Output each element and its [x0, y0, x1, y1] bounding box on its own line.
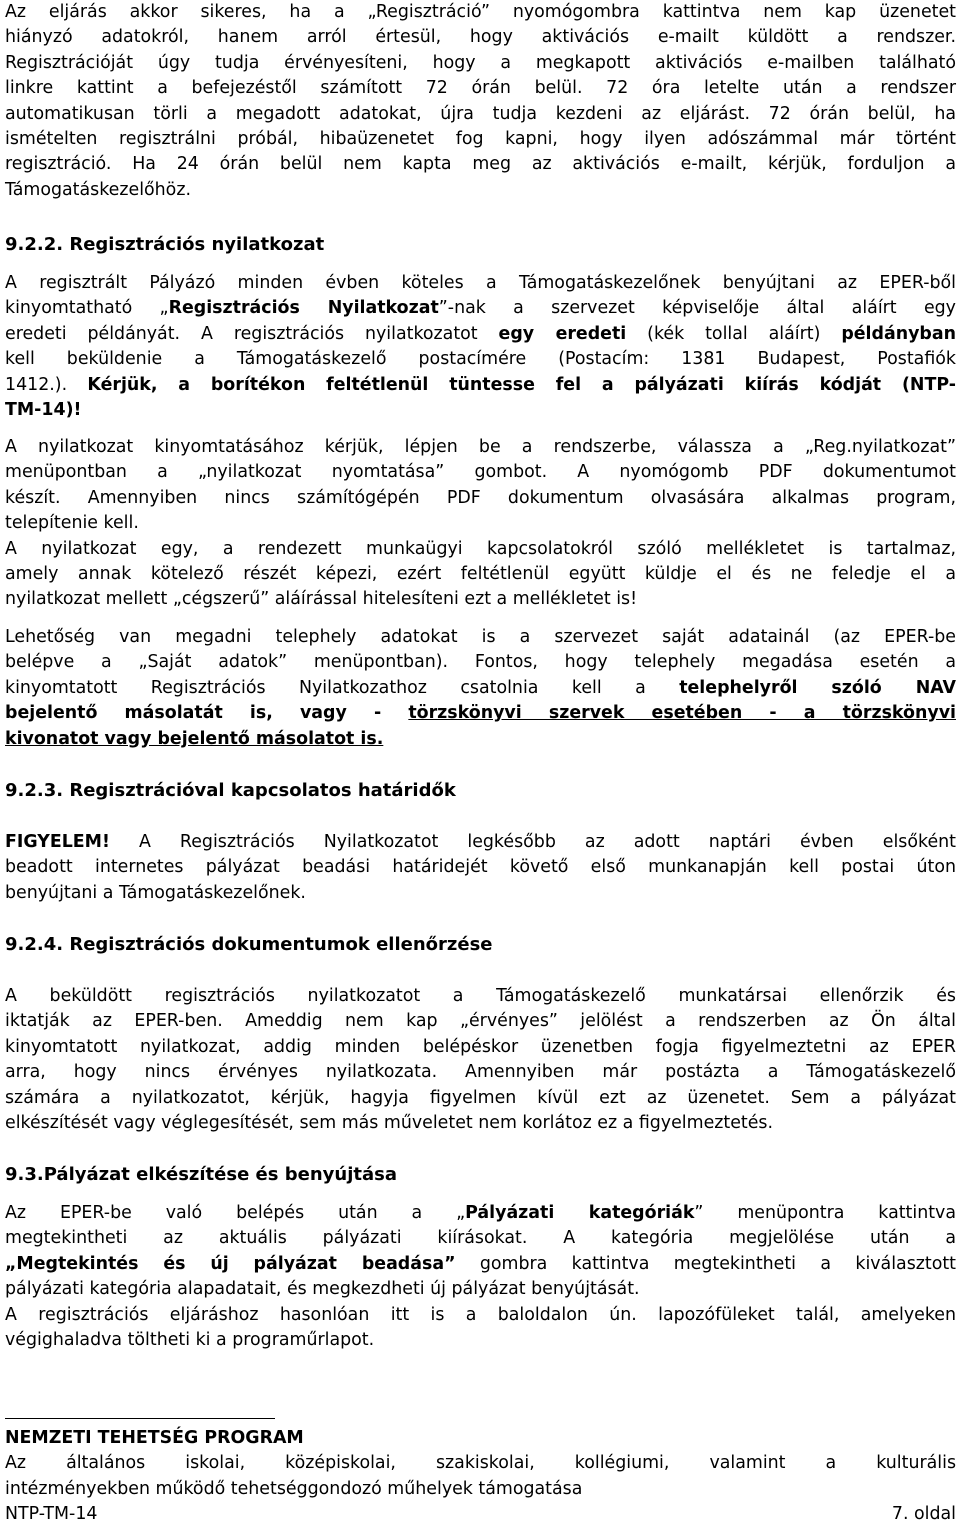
- text-line: bejelentő másolatát is, vagy - törzskönyvi szervek esetében - a törzskönyvi: [5, 703, 956, 724]
- text-line: beadott internetes pályázat beadási határidejét követő első munkanapján kell postai úton: [5, 857, 956, 878]
- text-line: ismételten regisztrálni próbál, hibaüzenetet fog kapni, hogy ilyen adószámmal már történt: [5, 129, 956, 150]
- text-line: nyilatkozat mellett „cégszerű” aláírással hitelesíteni ezt a mellékletet is!: [5, 589, 638, 610]
- text-line: elkészítését vagy véglegesítését, sem más műveletet nem korlátoz ez a figyelmeztetés.: [5, 1113, 774, 1134]
- footer-code: NTP-TM-14: [5, 1504, 98, 1525]
- text-line: kinyomtatható „Regisztrációs Nyilatkozat”-nak a szervezet képviselője által aláírt egy: [5, 298, 956, 319]
- text-line: A beküldött regisztrációs nyilatkozatot a Támogatáskezelő munkatársai ellenőrzik és: [5, 986, 956, 1006]
- page-number: 7. oldal: [891, 1504, 956, 1525]
- text-line: kivonatot vagy bejelentő másolatot is.: [5, 728, 384, 749]
- section-heading-9-3: 9.3.Pályázat elkészítése és benyújtása: [5, 1164, 397, 1185]
- page-footer: [5, 1426, 956, 1528]
- text-line: Regisztrációját úgy tudja érvényesíteni, hogy a megkapott aktivációs e-mailben található: [5, 52, 956, 73]
- text-line: „Megtekintés és új pályázat beadása” gombra kattintva megtekintheti a kiválasztott: [5, 1253, 956, 1274]
- text-line: A regisztrált Pályázó minden évben köteles a Támogatáskezelőnek benyújtani az EPER-ből: [5, 273, 956, 293]
- section-heading-9-2-3: 9.2.3. Regisztrációval kapcsolatos határidők: [5, 780, 456, 801]
- text-line: menüpontban a „nyilatkozat nyomtatása” gombot. A nyomógomb PDF dokumentumot: [5, 462, 956, 483]
- text-line: automatikusan törli a megadott adatokat, újra tudja kezdeni az eljárást. 72 órán belül, ha: [5, 103, 956, 124]
- footer-divider: [5, 1418, 275, 1419]
- text-line: arra, hogy nincs érvényes nyilatkozata. Amennyiben már postázta a Támogatáskezelő: [5, 1062, 956, 1083]
- paragraph-registration-declaration: [5, 271, 956, 423]
- section-heading-9-2-4: 9.2.4. Regisztrációs dokumentumok ellenőrzése: [5, 934, 493, 955]
- text-line: benyújtani a Támogatáskezelőnek.: [5, 882, 306, 903]
- text-line: iktatják az EPER-ben. Ameddig nem kap „érvényes” jelölést a rendszerben az Ön által: [5, 1011, 956, 1032]
- text-line: Támogatáskezelőhöz.: [5, 179, 191, 200]
- text-line: belépve a „Saját adatok” menüpontban). Fontos, hogy telephely megadása esetén a: [5, 652, 956, 673]
- paragraph-site-data: [5, 625, 956, 752]
- text-line: amely annak kötelező részét képezi, ezért feltétlenül együtt küldje el és ne feledje el a: [5, 564, 956, 585]
- footer-line: intézményekben működő tehetséggondozó műhelyek támogatása: [5, 1478, 583, 1499]
- text-line: végighaladva töltheti ki a programűrlapot.: [5, 1330, 375, 1351]
- text-line: hiányzó adatokról, hanem arról értesül, hogy aktivációs e-mailt küldött a rendszer.: [5, 27, 956, 48]
- paragraph-registration-success: [5, 0, 956, 203]
- text-line: A regisztrációs eljáráshoz hasonlóan itt is a baloldalon ún. lapozófüleket talál, amelyeken: [5, 1304, 956, 1325]
- text-line: A nyilatkozat egy, a rendezett munkaügyi kapcsolatokról szóló mellékletet is tartalmaz,: [5, 538, 956, 559]
- footer-line: Az általános iskolai, középiskolai, szakiskolai, kollégiumi, valamint a kulturális: [5, 1453, 956, 1474]
- footer-program-name: NEMZETI TEHETSÉG PROGRAM: [5, 1428, 304, 1448]
- text-line: 1412.). Kérjük, a borítékon feltétlenül tüntesse fel a pályázati kiírás kódját (NTP-: [5, 374, 956, 395]
- paragraph-deadlines: [5, 830, 956, 906]
- text-line: regisztráció. Ha 24 órán belül nem kapta meg az aktivációs e-mailt, kérjük, forduljon a: [5, 154, 956, 175]
- text-line: A nyilatkozat kinyomtatásához kérjük, lépjen be a rendszerbe, válassza a „Reg.nyilatkozat”: [5, 437, 956, 457]
- paragraph-print-declaration: [5, 435, 956, 613]
- text-line: pályázati kategória alapadatait, és megkezdheti új pályázat benyújtását.: [5, 1279, 640, 1300]
- text-line: Az eljárás akkor sikeres, ha a „Regisztráció” nyomógombra kattintva nem kap üzenetet: [5, 2, 956, 22]
- text-line: Lehetőség van megadni telephely adatokat is a szervezet saját adatainál (az EPER-be: [5, 627, 956, 647]
- text-line: megtekintheti az aktuális pályázati kiírásokat. A kategória megjelölése után a: [5, 1228, 956, 1249]
- paragraph-document-check: [5, 984, 956, 1136]
- text-line: TM-14)!: [5, 400, 82, 421]
- text-line: kinyomtatott nyilatkozat, addig minden belépéskor üzenetben fogja figyelmeztetni az EPER: [5, 1036, 956, 1057]
- text-line: telepítenie kell.: [5, 513, 139, 534]
- text-line: Az EPER-be való belépés után a „Pályázati kategóriák” menüpontra kattintva: [5, 1203, 956, 1223]
- text-line: készít. Amennyiben nincs számítógépén PDF dokumentum olvasására alkalmas program,: [5, 487, 956, 508]
- text-line: FIGYELEM! A Regisztrációs Nyilatkozatot legkésőbb az adott naptári évben elsőként: [5, 832, 956, 852]
- text-line: kell beküldenie a Támogatáskezelő postacímére (Postacím: 1381 Budapest, Postafiók: [5, 349, 956, 370]
- text-line: számára a nyilatkozatot, kérjük, hagyja figyelmen kívül ezt az üzenetet. Sem a pályázat: [5, 1087, 956, 1108]
- section-heading-9-2-2: 9.2.2. Regisztrációs nyilatkozat: [5, 234, 325, 255]
- text-line: linkre kattint a befejezéstől számított 72 órán belül. 72 óra letelte után a rendszer: [5, 78, 956, 99]
- text-line: kinyomtatott Regisztrációs Nyilatkozathoz csatolnia kell a telephelyről szóló NAV: [5, 677, 957, 698]
- footer-bottom-row: [5, 1502, 956, 1527]
- text-line: eredeti példányát. A regisztrációs nyilatkozatot egy eredeti (kék tollal aláírt) példányban: [5, 323, 956, 344]
- paragraph-application-submission: [5, 1201, 956, 1353]
